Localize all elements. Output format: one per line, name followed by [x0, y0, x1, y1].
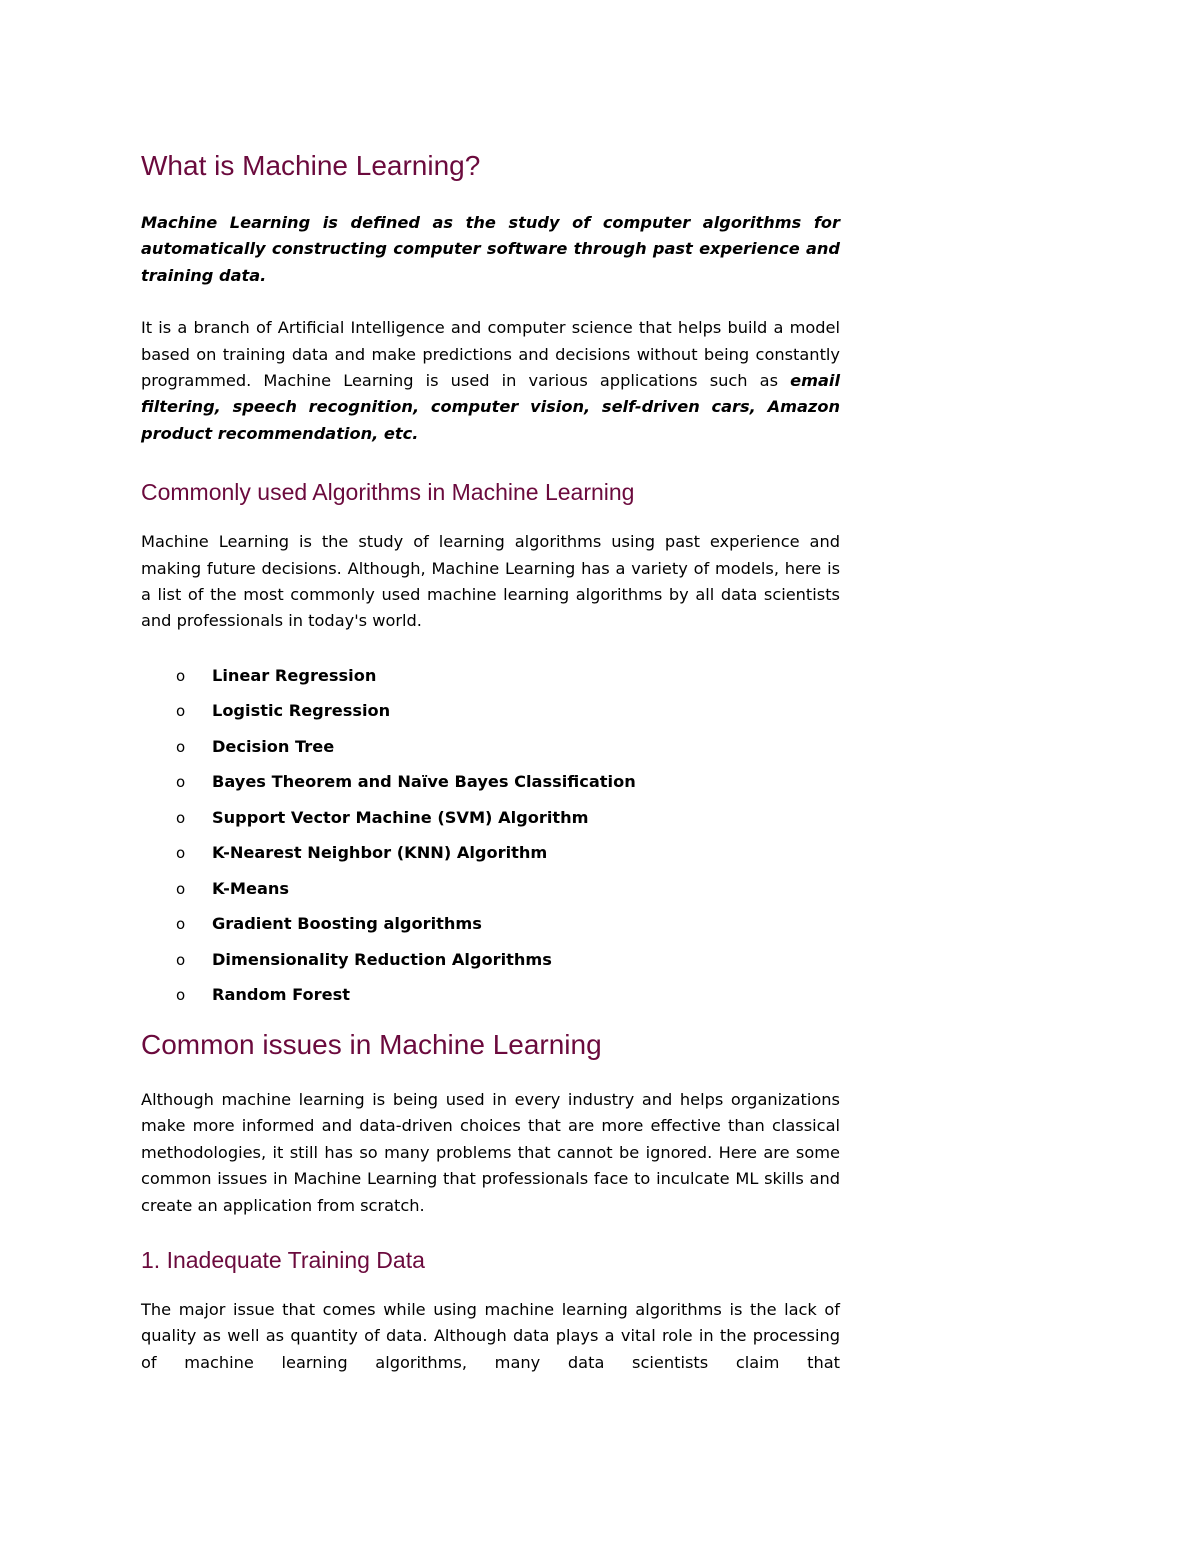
bullet-icon: o: [176, 950, 186, 969]
heading-inadequate-training-data: 1. Inadequate Training Data: [141, 1246, 425, 1273]
document-page: [141, 140, 840, 1376]
bullet-icon: o: [176, 666, 186, 685]
heading-what-is-ml: What is Machine Learning?: [141, 150, 481, 181]
bullet-icon: o: [176, 702, 186, 721]
bullet-icon: o: [176, 737, 186, 756]
list-item: o Logistic Regression: [141, 699, 840, 735]
list-item: o Random Forest: [141, 983, 840, 1019]
bullet-icon: o: [176, 808, 186, 827]
bullet-icon: o: [176, 773, 186, 792]
list-item: o Decision Tree: [141, 735, 840, 771]
algorithms-list: [141, 664, 840, 1019]
bullet-icon: o: [176, 844, 186, 863]
list-item: o Dimensionality Reduction Algorithms: [141, 948, 840, 984]
list-item: o K-Means: [141, 877, 840, 913]
bullet-icon: o: [176, 986, 186, 1005]
list-item: o Support Vector Machine (SVM) Algorithm: [141, 806, 840, 842]
ml-definition: Machine Learning is defined as the study of computer algorithms for automatically constructing computer software through past experience and training data.: [141, 213, 840, 285]
list-item: o Gradient Boosting algorithms: [141, 912, 840, 948]
bullet-icon: o: [176, 915, 186, 934]
ml-applications-list: email filtering, speech recognition, computer vision, self-driven cars, Amazon product recommendation, etc.: [141, 371, 840, 443]
list-item: o K-Nearest Neighbor (KNN) Algorithm: [141, 841, 840, 877]
algorithms-intro-paragraph: Machine Learning is the study of learning algorithms using past experience and making future decisions. Although, Machine Learning has a variety of models, here is a list of the most commonly used machine learning algorithms by all data scientists and professionals in today's world.: [141, 532, 840, 631]
ml-branch-paragraph: [141, 315, 840, 447]
list-item: o Bayes Theorem and Naïve Bayes Classification: [141, 770, 840, 806]
issues-intro-paragraph: Although machine learning is being used in every industry and helps organizations make more informed and data-driven choices that are more effective than classical methodologies, it still has so many problems that cannot be ignored. Here are some common issues in Machine Learning that professionals face to inculcate ML skills and create an application from scratch.: [141, 1089, 840, 1215]
heading-common-algorithms: Commonly used Algorithms in Machine Learning: [141, 479, 635, 506]
bullet-icon: o: [176, 879, 186, 898]
inadequate-data-paragraph: The major issue that comes while using machine learning algorithms is the lack of quality as well as quantity of data. Although data plays a vital role in the processing of machine learning algorithms, many data scientists claim that: [141, 1299, 840, 1372]
heading-common-issues: Common issues in Machine Learning: [141, 1028, 602, 1060]
list-item: o Linear Regression: [141, 664, 840, 700]
ml-branch-text: It is a branch of Artificial Intelligence and computer science that helps build a model based on training data and make predictions and decisions without being constantly programmed. Machine Learning is used in various applications such as: [141, 318, 840, 391]
